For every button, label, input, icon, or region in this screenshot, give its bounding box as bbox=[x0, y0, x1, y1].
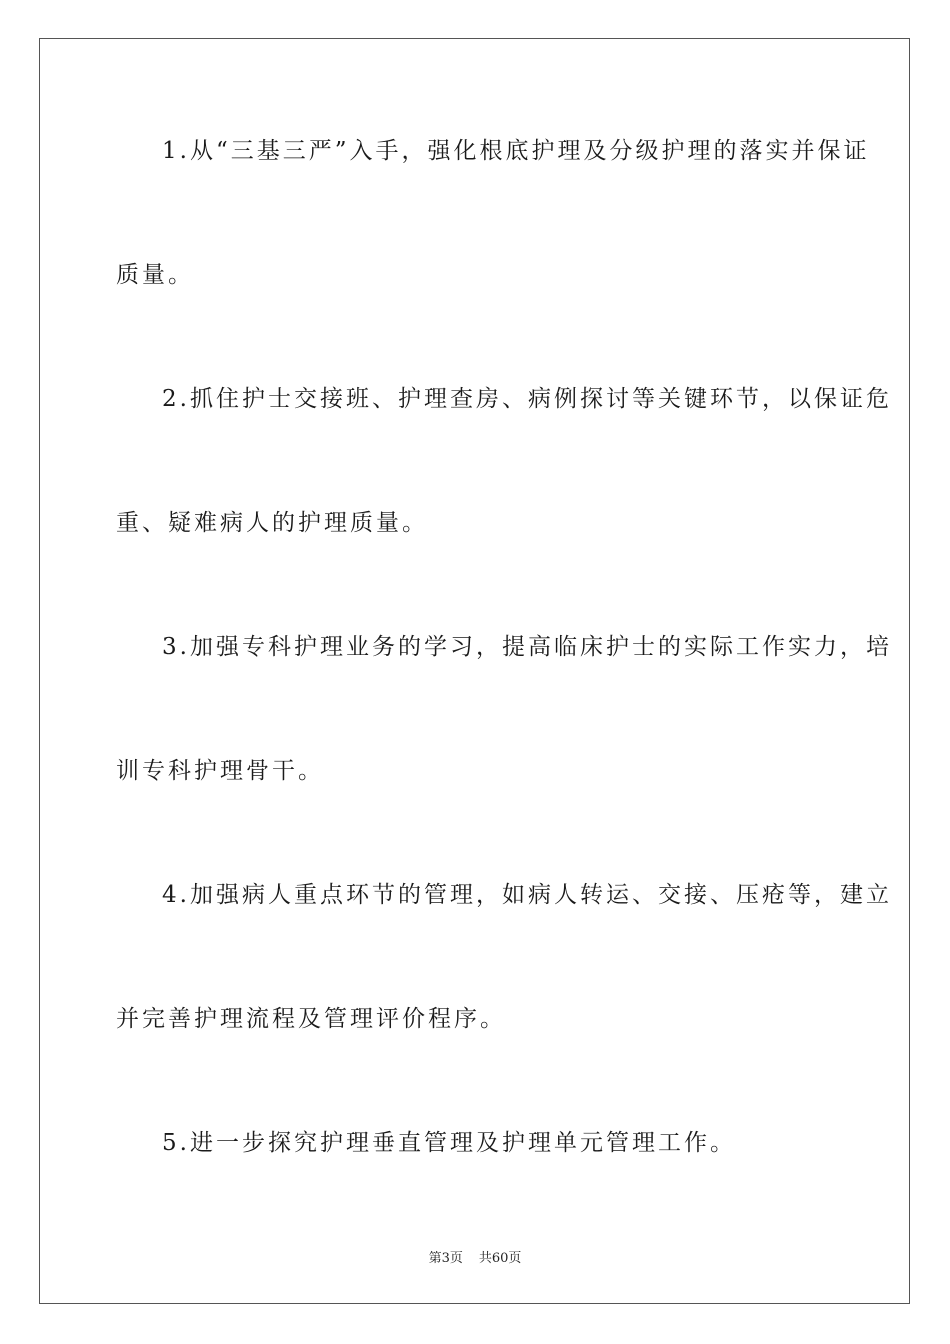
page-footer bbox=[0, 1247, 950, 1266]
paragraph-2-line-1: 2.抓住护士交接班、护理查房、病例探讨等关键环节，以保证危 bbox=[162, 386, 892, 412]
paragraph-3-line-1: 3.加强专科护理业务的学习，提高临床护士的实际工作实力，培 bbox=[162, 634, 892, 660]
paragraph-3-line-2: 训专科护理骨干。 bbox=[116, 758, 324, 784]
paragraph-5-line-1: 5.进一步探究护理垂直管理及护理单元管理工作。 bbox=[162, 1130, 736, 1156]
paragraph-1-line-1: 1.从“三基三严”入手，强化根底护理及分级护理的落实并保证 bbox=[162, 138, 870, 164]
paragraph-4-line-1: 4.加强病人重点环节的管理，如病人转运、交接、压疮等，建立 bbox=[162, 882, 892, 908]
page-number: 第3页 bbox=[428, 1251, 463, 1266]
paragraph-4-line-2: 并完善护理流程及管理评价程序。 bbox=[116, 1006, 506, 1032]
paragraph-2-line-2: 重、疑难病人的护理质量。 bbox=[116, 510, 428, 536]
page-border bbox=[39, 38, 910, 1304]
paragraph-1-line-2: 质量。 bbox=[116, 262, 194, 288]
total-pages: 共60页 bbox=[478, 1251, 522, 1266]
